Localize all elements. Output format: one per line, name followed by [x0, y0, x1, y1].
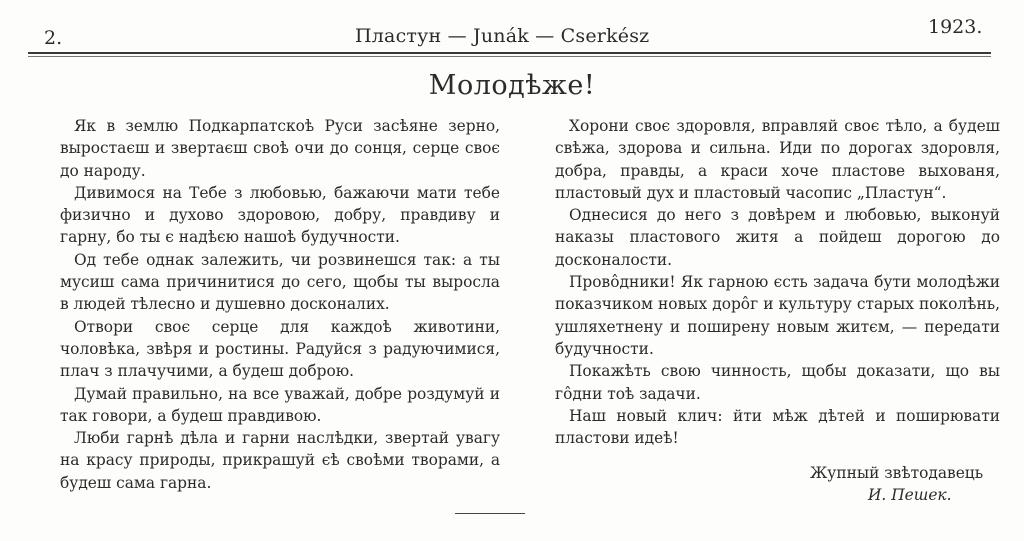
end-rule [455, 513, 525, 514]
article-title: Молодѣже! [428, 70, 596, 101]
paragraph: Думай правильно, на все уважай, добре роздумуй и так говори, а будеш правдивою. [60, 384, 500, 425]
page-number: 2. [44, 27, 63, 49]
right-column [555, 115, 1000, 449]
issue-year: 1923. [928, 16, 983, 38]
header-rule-thin [28, 56, 991, 57]
paragraph: Наш новый клич: йти мѣж дѣтей и поширювати пластови идеѣ! [555, 406, 1000, 448]
paragraph: Од тебе однак залежить, чи розвинешся так: а ты мусиш сама причинитися до сего, щобы ты выросла в людей тѣлесно и душевно досконалих. [60, 250, 500, 314]
paragraph: Як в землю Подкарпатскоѣ Руси засѣяне зерно, выростаєш и звертаєш своѣ очи до сонця, серце своє до народу. [60, 117, 500, 180]
signature-role: Жупный звѣтодавець [810, 464, 984, 482]
paragraph: Однесися до него з довѣрем и любовью, выконуй наказы пластового житя а пойдеш дорогою до досконалости. [555, 206, 1000, 269]
signature-name: И. Пешек. [868, 486, 952, 504]
masthead-title: Пластун — Junák — Cserkész [355, 25, 650, 47]
paragraph: Отвори своє серце для каждоѣ животини, чоловѣка, звѣря и ростины. Радуйся з радуючимися, плач з плачучими, а будеш доброю. [60, 317, 500, 381]
paragraph: Хорони своє здоровля, вправляй своє тѣло, а будеш свѣжа, здорова и сильна. Иди по дорогах здоровля, добра, правды, а краси хоче пластове выхованя, пластовый дух и пластовый часопис „Пластун“. [555, 117, 1000, 202]
left-column [60, 115, 500, 494]
paragraph: Покажѣть свою чинность, щобы доказати, що вы гôдни тоѣ задачи. [555, 362, 1000, 403]
paragraph: Дивимося на Тебе з любовью, бажаючи мати тебе физично и духово здоровою, добру, правдиву и гарну, бо ты є надѣєю нашоѣ будучности. [60, 183, 500, 247]
paragraph: Провôдники! Як гарною єсть задача бути молодѣжи показчиком новых дорôг и культуру старых поколѣнь, ушляхетнену и поширену новым житєм, — передати будучности. [555, 273, 1000, 358]
header-rule [28, 52, 991, 54]
paragraph: Люби гарнѣ дѣла и гарни наслѣдки, звертай увагу на красу природы, прикрашуй єѣ своѣми творами, а будеш сама гарна. [60, 429, 500, 492]
